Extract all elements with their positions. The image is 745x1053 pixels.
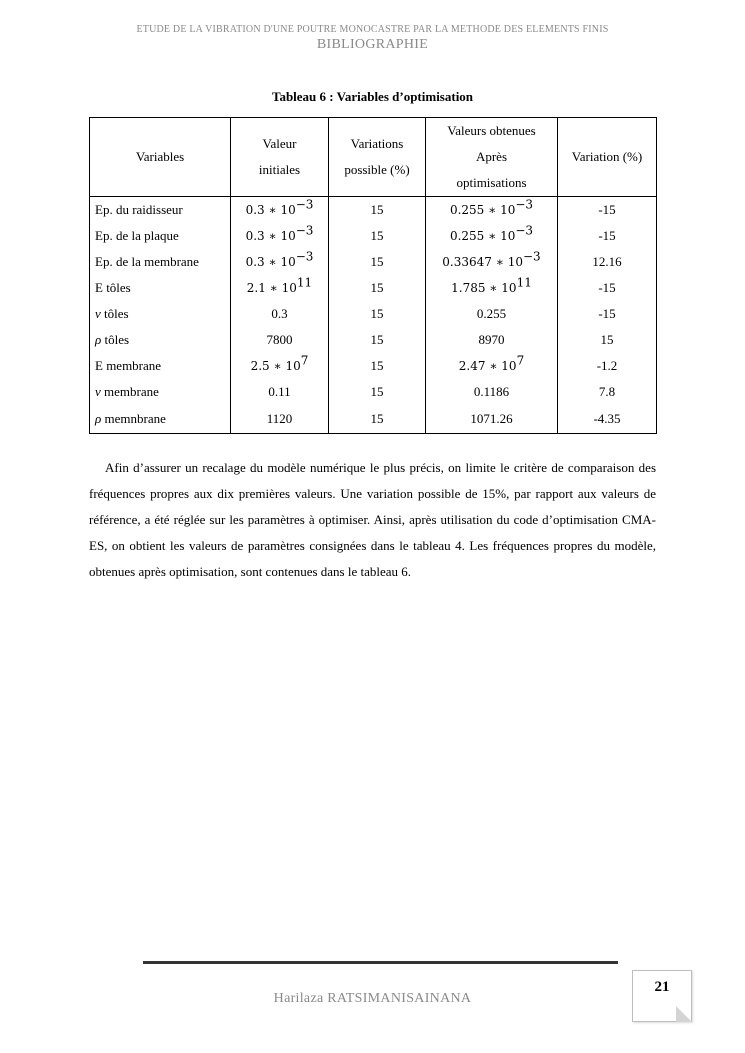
- header-variation-percent: Variation (%): [558, 118, 657, 197]
- cell-initial-value: 0.3 ∗ $10^{-3}$: [231, 197, 329, 224]
- cell-variable: ν membrane: [90, 379, 231, 405]
- cell-variable: Ep. de la plaque: [90, 223, 231, 249]
- cell-possible-variation: 15: [329, 197, 426, 224]
- cell-obtained-value: 0.33647 ∗ $10^{-3}$: [426, 249, 558, 275]
- table-row: [90, 353, 657, 379]
- cell-possible-variation: 15: [329, 301, 426, 327]
- cell-possible-variation: 15: [329, 379, 426, 405]
- cell-obtained-value: 8970: [426, 327, 558, 353]
- cell-initial-value: 0.3 ∗ $10^{-3}$: [231, 223, 329, 249]
- section-title: BIBLIOGRAPHIE: [316, 37, 429, 52]
- cell-variable: E tôles: [90, 275, 231, 301]
- header-variables: Variables: [90, 118, 231, 197]
- cell-variation-percent: 7.8: [558, 379, 657, 405]
- cell-possible-variation: 15: [329, 405, 426, 434]
- cell-variable: ρ tôles: [90, 327, 231, 353]
- cell-variable: Ep. du raidisseur: [90, 197, 231, 224]
- table-row: [90, 301, 657, 327]
- footer-divider: [143, 961, 618, 964]
- header-obtained-values: Valeurs obtenues Après optimisations: [426, 118, 558, 197]
- cell-initial-value: 7800: [231, 327, 329, 353]
- table-row: [90, 405, 657, 434]
- cell-initial-value: 2.1 ∗ $10^{11}$: [231, 275, 329, 301]
- table-caption: Tableau 6 : Variables d’optimisation: [271, 89, 474, 104]
- table-row: [90, 379, 657, 405]
- header-initial-value: Valeur initiales: [231, 118, 329, 197]
- cell-variation-percent: -15: [558, 275, 657, 301]
- cell-variable: Ep. de la membrane: [90, 249, 231, 275]
- cell-obtained-value: 0.255: [426, 301, 558, 327]
- cell-initial-value: 1120: [231, 405, 329, 434]
- cell-variation-percent: -4.35: [558, 405, 657, 434]
- table-row: [90, 197, 657, 224]
- cell-possible-variation: 15: [329, 249, 426, 275]
- cell-initial-value: 0.11: [231, 379, 329, 405]
- cell-possible-variation: 15: [329, 223, 426, 249]
- optimisation-variables-table: [89, 117, 657, 434]
- cell-obtained-value: 2.47 ∗ $10^7$: [426, 353, 558, 379]
- table-header-row: [90, 118, 657, 197]
- cell-possible-variation: 15: [329, 327, 426, 353]
- cell-variable: E membrane: [90, 353, 231, 379]
- page-number-box: [632, 970, 692, 1022]
- cell-initial-value: 0.3: [231, 301, 329, 327]
- body-paragraph: Afin d’assurer un recalage du modèle numérique le plus précis, on limite le critère de comparaison des fréquences propres aux dix premières valeurs. Une variation possible de 15%, par rapport aux valeurs de référence, a été réglée sur les paramètres à optimiser. Ainsi, après utilisation du code d’optimisation CMA-ES, on obtient les valeurs de paramètres consignées dans le tableau 4. Les fréquences propres du modèle, obtenues après optimisation, sont contenues dans le tableau 6.: [89, 460, 656, 579]
- cell-variation-percent: -15: [558, 223, 657, 249]
- cell-obtained-value: 0.255 ∗ $10^{-3}$: [426, 197, 558, 224]
- table-row: [90, 249, 657, 275]
- cell-possible-variation: 15: [329, 275, 426, 301]
- cell-variation-percent: 15: [558, 327, 657, 353]
- footer-author: Harilaza RATSIMANISAINANA: [273, 991, 472, 1006]
- cell-variation-percent: -15: [558, 301, 657, 327]
- cell-variable: ν tôles: [90, 301, 231, 327]
- cell-variation-percent: 12.16: [558, 249, 657, 275]
- page-curl-corner: [676, 1006, 692, 1022]
- table-row: [90, 327, 657, 353]
- cell-variable: ρ memnbrane: [90, 405, 231, 434]
- cell-obtained-value: 1.785 ∗ $10^{11}$: [426, 275, 558, 301]
- table-row: [90, 223, 657, 249]
- cell-initial-value: 2.5 ∗ $10^7$: [231, 353, 329, 379]
- cell-possible-variation: 15: [329, 353, 426, 379]
- page-number: 21: [654, 979, 670, 995]
- cell-obtained-value: 1071.26: [426, 405, 558, 434]
- cell-obtained-value: 0.1186: [426, 379, 558, 405]
- table-row: [90, 275, 657, 301]
- cell-initial-value: 0.3 ∗ $10^{-3}$: [231, 249, 329, 275]
- cell-obtained-value: 0.255 ∗ $10^{-3}$: [426, 223, 558, 249]
- header-possible-variation: Variations possible (%): [329, 118, 426, 197]
- running-header: ETUDE DE LA VIBRATION D'UNE POUTRE MONOCASTRE PAR LA METHODE DES ELEMENTS FINIS: [136, 24, 609, 35]
- cell-variation-percent: -15: [558, 197, 657, 224]
- cell-variation-percent: -1.2: [558, 353, 657, 379]
